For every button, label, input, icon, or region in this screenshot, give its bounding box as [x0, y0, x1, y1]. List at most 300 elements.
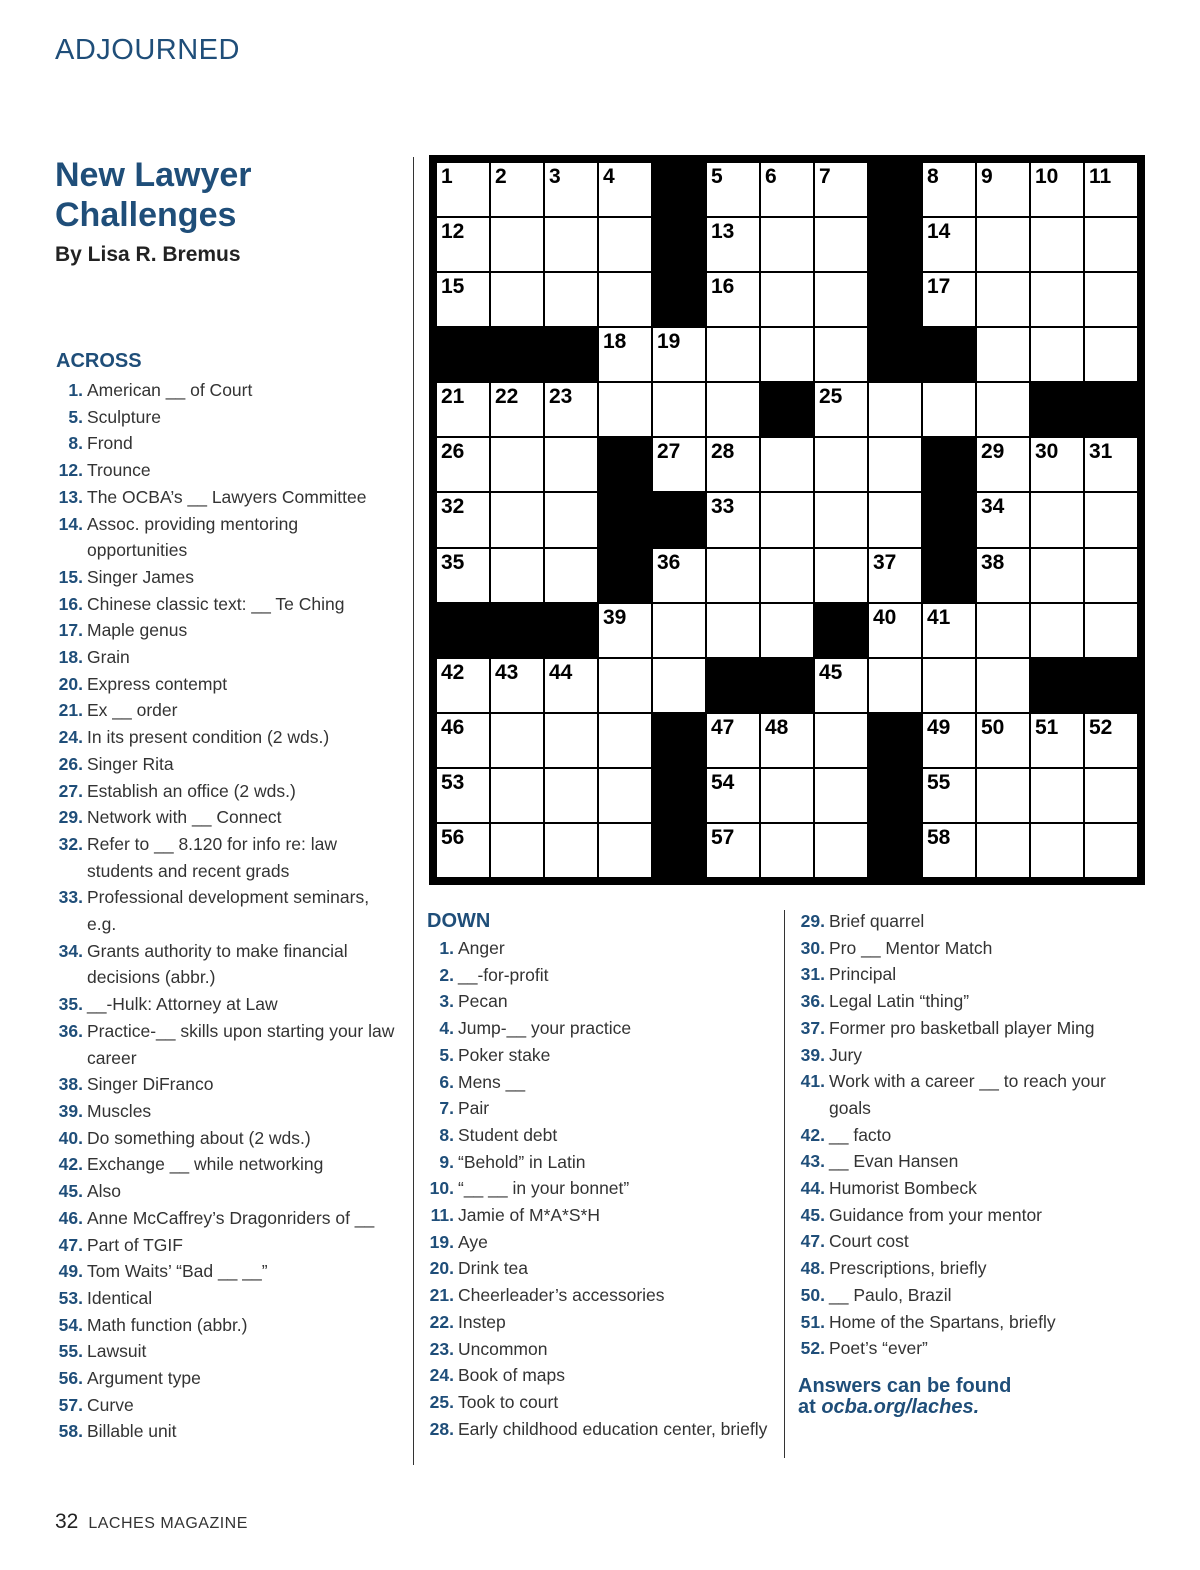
grid-block	[707, 659, 759, 712]
clue-number: 20.	[429, 1258, 454, 1279]
clue-number: 39.	[800, 1044, 825, 1065]
grid-block	[545, 604, 597, 657]
grid-cell[interactable]	[761, 163, 813, 216]
grid-cell[interactable]	[707, 163, 759, 216]
grid-cell[interactable]	[977, 383, 1029, 436]
grid-cell[interactable]	[545, 273, 597, 326]
cell-number: 6	[765, 165, 777, 188]
clue-text: Sculpture	[87, 406, 161, 427]
across-clue	[56, 1365, 396, 1392]
grid-cell[interactable]	[977, 714, 1029, 767]
grid-cell[interactable]	[707, 769, 759, 822]
grid-cell[interactable]	[1031, 273, 1083, 326]
grid-block	[491, 604, 543, 657]
grid-cell[interactable]	[1085, 328, 1137, 381]
clue-number: 1.	[439, 938, 454, 958]
down-clue	[798, 1015, 1143, 1042]
across-clue	[56, 644, 396, 671]
grid-cell[interactable]	[599, 328, 651, 381]
cell-number: 28	[711, 440, 735, 464]
cell-number: 53	[441, 770, 465, 794]
clue-text: Prescriptions, briefly	[829, 1258, 987, 1279]
cell-number: 41	[927, 605, 951, 629]
grid-cell[interactable]	[545, 493, 597, 546]
clue-number: 21.	[58, 700, 83, 721]
grid-cell[interactable]	[1031, 218, 1083, 271]
grid-cell[interactable]	[653, 328, 705, 381]
cell-number: 16	[711, 275, 735, 299]
clue-text: Student debt	[458, 1124, 558, 1145]
grid-cell[interactable]	[707, 273, 759, 326]
grid-cell[interactable]	[545, 824, 597, 877]
grid-cell[interactable]	[599, 383, 651, 436]
grid-cell[interactable]	[437, 163, 489, 216]
grid-cell[interactable]	[491, 824, 543, 877]
down-clue	[427, 1149, 772, 1176]
grid-cell[interactable]	[437, 549, 489, 602]
across-clue	[56, 1071, 396, 1098]
byline: By Lisa R. Bremus	[55, 243, 241, 266]
grid-cell[interactable]	[545, 438, 597, 491]
grid-block	[869, 769, 921, 822]
down-clue	[427, 935, 772, 962]
cell-number: 4	[603, 165, 615, 188]
grid-cell[interactable]	[923, 824, 975, 877]
cell-number: 9	[981, 165, 993, 188]
grid-block	[599, 549, 651, 602]
grid-cell[interactable]	[437, 493, 489, 546]
grid-cell[interactable]	[707, 328, 759, 381]
cell-number: 15	[441, 275, 465, 299]
grid-cell[interactable]	[977, 163, 1029, 216]
grid-cell[interactable]	[491, 218, 543, 271]
grid-cell[interactable]	[707, 604, 759, 657]
cell-number: 55	[927, 770, 951, 794]
grid-cell[interactable]	[437, 383, 489, 436]
grid-cell[interactable]	[437, 273, 489, 326]
cell-number: 23	[549, 385, 573, 409]
clue-text: Curve	[87, 1394, 134, 1415]
across-clue	[56, 697, 396, 724]
grid-cell[interactable]	[437, 714, 489, 767]
grid-cell[interactable]	[653, 549, 705, 602]
clue-number: 4.	[439, 1018, 454, 1039]
down-clue	[798, 988, 1143, 1015]
grid-cell[interactable]	[977, 438, 1029, 491]
across-clue	[56, 938, 396, 991]
cell-number: 1	[441, 165, 453, 188]
clue-text: Argument type	[87, 1368, 201, 1389]
grid-cell[interactable]	[815, 714, 867, 767]
grid-cell[interactable]	[1085, 218, 1137, 271]
clue-number: 7.	[439, 1098, 454, 1119]
grid-cell[interactable]	[491, 383, 543, 436]
grid-cell[interactable]	[599, 273, 651, 326]
page-footer	[55, 1510, 248, 1534]
clue-number: 28.	[429, 1418, 454, 1439]
grid-cell[interactable]	[923, 163, 975, 216]
cell-number: 14	[927, 220, 951, 244]
cell-number: 7	[819, 165, 831, 188]
grid-cell[interactable]	[977, 273, 1029, 326]
grid-cell[interactable]	[815, 163, 867, 216]
clue-number: 2.	[439, 964, 454, 985]
answers-note-line2	[798, 1397, 1098, 1418]
grid-cell[interactable]	[1085, 273, 1137, 326]
down-clue	[798, 961, 1143, 988]
cell-number: 21	[441, 385, 465, 409]
grid-cell[interactable]	[437, 438, 489, 491]
grid-block	[1031, 383, 1083, 436]
grid-block	[653, 273, 705, 326]
grid-cell[interactable]	[869, 438, 921, 491]
clue-text: Jamie of M*A*S*H	[458, 1205, 600, 1226]
clue-number: 57.	[58, 1394, 83, 1415]
clue-number: 33.	[58, 887, 83, 908]
grid-cell[interactable]	[977, 493, 1029, 546]
grid-cell[interactable]	[599, 604, 651, 657]
clue-text: Pro __ Mentor Match	[829, 937, 993, 958]
grid-cell[interactable]	[437, 218, 489, 271]
clue-text: Grain	[87, 647, 130, 668]
grid-cell[interactable]	[977, 218, 1029, 271]
grid-cell[interactable]	[707, 549, 759, 602]
cell-number: 54	[711, 770, 735, 794]
grid-block	[869, 824, 921, 877]
clue-text: Drink tea	[458, 1258, 529, 1279]
answers-url[interactable]: ocba.org/laches.	[821, 1396, 980, 1418]
down-clue	[798, 1148, 1143, 1175]
clue-number: 26.	[58, 753, 83, 774]
across-clue	[56, 457, 396, 484]
clue-number: 37.	[800, 1017, 825, 1038]
cell-number: 22	[495, 385, 519, 409]
clue-number: 52.	[800, 1338, 825, 1359]
down-clue	[798, 1309, 1143, 1336]
down-clue	[798, 1068, 1143, 1121]
grid-cell[interactable]	[869, 659, 921, 712]
clue-text: Aye	[458, 1231, 488, 1252]
grid-cell[interactable]	[923, 714, 975, 767]
grid-cell[interactable]	[491, 769, 543, 822]
grid-cell[interactable]	[923, 769, 975, 822]
grid-block	[653, 493, 705, 546]
cell-number: 27	[657, 440, 681, 464]
grid-cell[interactable]	[1031, 438, 1083, 491]
grid-cell[interactable]	[437, 769, 489, 822]
grid-cell[interactable]	[761, 273, 813, 326]
cell-number: 25	[819, 385, 843, 409]
clue-number: 49.	[58, 1261, 83, 1282]
grid-cell[interactable]	[977, 549, 1029, 602]
grid-cell[interactable]	[545, 383, 597, 436]
grid-cell[interactable]	[707, 714, 759, 767]
across-clue	[56, 671, 396, 698]
grid-block	[653, 769, 705, 822]
grid-block	[923, 493, 975, 546]
grid-cell[interactable]	[815, 328, 867, 381]
grid-cell[interactable]	[977, 769, 1029, 822]
grid-cell[interactable]	[1085, 493, 1137, 546]
grid-cell[interactable]	[761, 604, 813, 657]
clue-number: 19.	[429, 1231, 454, 1252]
clue-text: Refer to __ 8.120 for info re: law students and recent grads	[87, 833, 337, 881]
cell-number: 57	[711, 825, 735, 849]
grid-cell[interactable]	[491, 659, 543, 712]
down-clue	[427, 1229, 772, 1256]
down-clue	[798, 1175, 1143, 1202]
clue-text: Instep	[458, 1311, 506, 1332]
down-clue	[427, 1362, 772, 1389]
grid-cell[interactable]	[815, 659, 867, 712]
grid-block	[923, 328, 975, 381]
grid-cell[interactable]	[599, 824, 651, 877]
grid-block	[1085, 383, 1137, 436]
grid-cell[interactable]	[1031, 714, 1083, 767]
grid-cell[interactable]	[815, 438, 867, 491]
across-clue	[56, 430, 396, 457]
grid-cell[interactable]	[599, 714, 651, 767]
grid-cell[interactable]	[1031, 493, 1083, 546]
clue-number: 36.	[800, 991, 825, 1012]
down-clue	[427, 1416, 772, 1443]
grid-block	[653, 163, 705, 216]
down-clue	[427, 1069, 772, 1096]
grid-cell[interactable]	[707, 383, 759, 436]
grid-cell[interactable]	[599, 163, 651, 216]
clue-number: 38.	[58, 1074, 83, 1095]
grid-cell[interactable]	[545, 218, 597, 271]
grid-cell[interactable]	[707, 493, 759, 546]
clue-number: 54.	[58, 1314, 83, 1335]
grid-cell[interactable]	[545, 549, 597, 602]
clue-number: 18.	[58, 647, 83, 668]
grid-cell[interactable]	[545, 163, 597, 216]
cell-number: 43	[495, 660, 519, 684]
grid-cell[interactable]	[653, 604, 705, 657]
grid-block	[599, 493, 651, 546]
grid-block	[653, 714, 705, 767]
grid-cell[interactable]	[491, 163, 543, 216]
clue-number: 23.	[429, 1338, 454, 1359]
grid-cell[interactable]	[923, 659, 975, 712]
grid-cell[interactable]	[1031, 549, 1083, 602]
cell-number: 10	[1035, 165, 1059, 188]
across-clue	[56, 1125, 396, 1152]
cell-number: 58	[927, 825, 951, 849]
grid-cell[interactable]	[761, 218, 813, 271]
clue-number: 31.	[800, 964, 825, 985]
grid-cell[interactable]	[1085, 163, 1137, 216]
across-clue	[56, 884, 396, 937]
clue-text: Book of maps	[458, 1365, 565, 1386]
grid-cell[interactable]	[761, 549, 813, 602]
grid-cell[interactable]	[923, 383, 975, 436]
crossword-grid	[429, 155, 1145, 885]
cell-number: 52	[1089, 715, 1113, 739]
clue-number: 15.	[58, 566, 83, 587]
grid-cell[interactable]	[1085, 549, 1137, 602]
cell-number: 12	[441, 220, 465, 244]
grid-cell[interactable]	[653, 383, 705, 436]
grid-cell[interactable]	[761, 714, 813, 767]
down-clue	[427, 962, 772, 989]
grid-cell[interactable]	[653, 438, 705, 491]
grid-cell[interactable]	[1085, 769, 1137, 822]
cell-number: 45	[819, 660, 843, 684]
grid-cell[interactable]	[1085, 824, 1137, 877]
grid-cell[interactable]	[923, 273, 975, 326]
across-clue	[56, 724, 396, 751]
grid-cell[interactable]	[815, 493, 867, 546]
grid-cell[interactable]	[923, 604, 975, 657]
grid-cell[interactable]	[761, 493, 813, 546]
clue-number: 13.	[58, 486, 83, 507]
grid-block	[869, 273, 921, 326]
grid-cell[interactable]	[707, 218, 759, 271]
clue-text: Practice-__ skills upon starting your law career	[87, 1020, 395, 1068]
cell-number: 36	[657, 550, 681, 574]
answers-note-line1: Answers can be found	[798, 1375, 1012, 1397]
grid-cell[interactable]	[869, 383, 921, 436]
clue-text: Identical	[87, 1287, 153, 1308]
grid-block	[869, 218, 921, 271]
grid-cell[interactable]	[815, 769, 867, 822]
grid-cell[interactable]	[599, 218, 651, 271]
grid-cell[interactable]	[815, 383, 867, 436]
cell-number: 50	[981, 715, 1005, 739]
grid-cell[interactable]	[761, 824, 813, 877]
across-heading: ACROSS	[56, 350, 142, 372]
across-clue	[56, 751, 396, 778]
clue-number: 14.	[58, 513, 83, 534]
clue-number: 47.	[800, 1231, 825, 1252]
clue-number: 48.	[800, 1258, 825, 1279]
clue-number: 58.	[58, 1421, 83, 1442]
cell-number: 40	[873, 605, 897, 629]
grid-block	[869, 163, 921, 216]
cell-number: 47	[711, 715, 735, 739]
across-clue	[56, 1178, 396, 1205]
across-clue	[56, 1338, 396, 1365]
grid-cell[interactable]	[491, 493, 543, 546]
grid-cell[interactable]	[815, 824, 867, 877]
clue-text: Lawsuit	[87, 1341, 147, 1362]
grid-cell[interactable]	[977, 604, 1029, 657]
grid-cell[interactable]	[437, 659, 489, 712]
grid-cell[interactable]	[761, 769, 813, 822]
clue-text: American __ of Court	[87, 380, 253, 400]
grid-cell[interactable]	[815, 218, 867, 271]
clue-text: Poet’s “ever”	[829, 1338, 928, 1359]
clue-text: Part of TGIF	[87, 1234, 183, 1255]
grid-cell[interactable]	[599, 769, 651, 822]
grid-cell[interactable]	[437, 824, 489, 877]
clue-text: Brief quarrel	[829, 911, 925, 931]
grid-cell[interactable]	[1085, 604, 1137, 657]
across-clue	[56, 404, 396, 431]
down-clue	[427, 1175, 772, 1202]
grid-cell[interactable]	[707, 438, 759, 491]
clue-text: __ facto	[829, 1124, 892, 1145]
grid-cell[interactable]	[1085, 714, 1137, 767]
clue-text: Former pro basketball player Ming	[829, 1017, 1095, 1038]
clue-number: 1.	[68, 380, 83, 400]
clue-text: Home of the Spartans, briefly	[829, 1311, 1056, 1332]
grid-cell[interactable]	[869, 604, 921, 657]
clue-text: __ Evan Hansen	[829, 1151, 959, 1172]
grid-cell[interactable]	[653, 659, 705, 712]
clue-text: Ex __ order	[87, 700, 178, 721]
grid-cell[interactable]	[545, 769, 597, 822]
across-clue	[56, 617, 396, 644]
across-clue	[56, 484, 396, 511]
clue-number: 40.	[58, 1127, 83, 1148]
grid-cell[interactable]	[869, 549, 921, 602]
grid-cell[interactable]	[491, 549, 543, 602]
clue-text: Singer Rita	[87, 753, 174, 774]
clue-text: Principal	[829, 964, 897, 985]
grid-cell[interactable]	[1031, 604, 1083, 657]
grid-cell[interactable]	[1085, 438, 1137, 491]
clue-number: 24.	[429, 1365, 454, 1386]
clue-text: Anger	[458, 938, 505, 958]
grid-cell[interactable]	[491, 438, 543, 491]
grid-cell[interactable]	[977, 328, 1029, 381]
grid-cell[interactable]	[761, 438, 813, 491]
grid-cell[interactable]	[869, 493, 921, 546]
cell-number: 31	[1089, 440, 1113, 464]
grid-cell[interactable]	[815, 549, 867, 602]
clue-text: Billable unit	[87, 1421, 177, 1442]
grid-cell[interactable]	[815, 273, 867, 326]
clue-number: 6.	[439, 1071, 454, 1092]
clue-number: 39.	[58, 1100, 83, 1121]
clue-text: Early childhood education center, briefly	[458, 1418, 768, 1439]
grid-block	[437, 604, 489, 657]
grid-cell[interactable]	[599, 659, 651, 712]
clue-number: 44.	[800, 1178, 825, 1199]
grid-cell[interactable]	[761, 328, 813, 381]
grid-cell[interactable]	[545, 659, 597, 712]
grid-block	[437, 328, 489, 381]
down-clue	[798, 908, 1143, 935]
grid-cell[interactable]	[491, 273, 543, 326]
grid-cell[interactable]	[977, 824, 1029, 877]
grid-cell[interactable]	[491, 714, 543, 767]
clue-number: 43.	[800, 1151, 825, 1172]
grid-block	[923, 438, 975, 491]
clue-text: Assoc. providing mentoring opportunities	[87, 513, 299, 561]
clue-text: Work with a career __ to reach your goals	[829, 1071, 1106, 1118]
clue-number: 34.	[58, 940, 83, 961]
grid-cell[interactable]	[1031, 163, 1083, 216]
grid-cell[interactable]	[923, 218, 975, 271]
clue-text: Singer James	[87, 566, 194, 587]
grid-cell[interactable]	[977, 659, 1029, 712]
down-clue	[798, 1335, 1143, 1362]
cell-number: 32	[441, 495, 465, 519]
grid-cell[interactable]	[1031, 769, 1083, 822]
clue-number: 27.	[58, 780, 83, 801]
grid-cell[interactable]	[1031, 824, 1083, 877]
grid-cell[interactable]	[707, 824, 759, 877]
clue-text: “__ __ in your bonnet”	[458, 1178, 630, 1199]
grid-cell[interactable]	[545, 714, 597, 767]
grid-cell[interactable]	[1031, 328, 1083, 381]
clue-number: 24.	[58, 727, 83, 748]
across-clue	[56, 1285, 396, 1312]
